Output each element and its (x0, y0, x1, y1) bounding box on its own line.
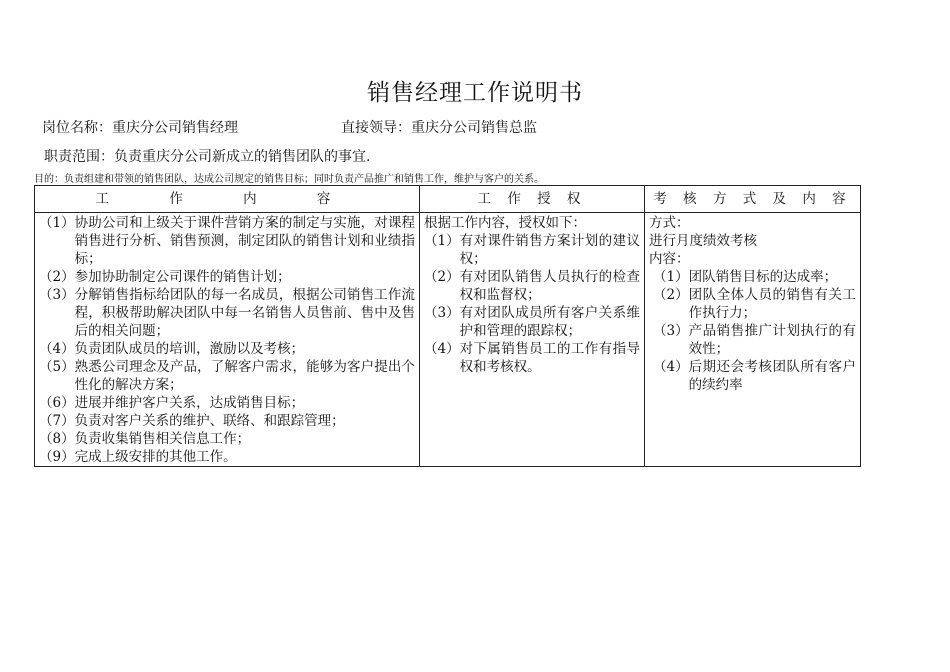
list-item: （8） 负责收集销售相关信息工作； (39, 431, 251, 447)
scope-value: 负责重庆分公司新成立的销售团队的事宜. (114, 149, 371, 165)
list-item: （4） 后期还会考核团队所有客户的续约率 (653, 359, 856, 393)
header-work-content: 工 作 内 容 (35, 186, 420, 213)
document-title: 销售经理工作说明书 (367, 80, 583, 106)
supervisor-label: 直接领导： (341, 120, 411, 136)
assessment-method-label: 方式： (649, 215, 690, 231)
authority-intro: 根据工作内容，授权如下： (424, 215, 586, 231)
assessment-cell (645, 213, 861, 467)
duties-table (34, 185, 861, 467)
supervisor-line (341, 117, 537, 137)
authority-cell (420, 213, 645, 467)
scope-line (44, 146, 370, 166)
list-item: （9） 完成上级安排的其他工作。 (39, 449, 237, 465)
list-item: （3） 产品销售推广计划执行的有效性； (653, 323, 856, 357)
purpose-line: 目的：负责组建和带领的销售团队，达成公司规定的销售目标；同时负责产品推广和销售工作，维护与客户的关系。 (34, 174, 544, 185)
header-assessment: 考 核 方 式 及 内 容 (645, 186, 861, 213)
assessment-method: 进行月度绩效考核 (649, 233, 757, 249)
list-item: （3） 分解销售指标给团队的每一名成员，根据公司销售工作流程，积极帮助解决团队中每一名销售人员售前、售中及售后的相关问题； (39, 287, 415, 339)
table-header-row (35, 186, 861, 213)
list-item: （2） 团队全体人员的销售有关工作执行力； (653, 287, 856, 321)
position-label: 岗位名称： (42, 120, 112, 136)
list-item: （6） 进展并维护客户关系，达成销售目标； (39, 395, 305, 411)
position-value: 重庆分公司销售经理 (112, 120, 238, 136)
list-item: （1） 团队销售目标的达成率； (653, 269, 838, 285)
supervisor-value: 重庆分公司销售总监 (411, 120, 537, 136)
table-body-row (35, 213, 861, 467)
work-content-cell (35, 213, 420, 467)
list-item: （1） 协助公司和上级关于课件营销方案的制定与实施，对课程销售进行分析、销售预测，制定团队的销售计划和业绩指标； (39, 215, 415, 267)
list-item: （1） 有对课件销售方案计划的建议权； (424, 233, 640, 267)
assessment-content-label: 内容： (649, 251, 690, 267)
list-item: （7） 负责对客户关系的维护、联络、和跟踪管理； (39, 413, 345, 429)
position-line (42, 117, 238, 137)
list-item: （4） 对下属销售员工的工作有指导权和考核权。 (424, 341, 640, 375)
scope-label: 职责范围： (44, 149, 114, 165)
list-item: （3） 有对团队成员所有客户关系维护和管理的跟踪权； (424, 305, 640, 339)
header-authority: 工 作 授 权 (420, 186, 645, 213)
list-item: （2） 参加协助制定公司课件的销售计划； (39, 269, 291, 285)
list-item: （5） 熟悉公司理念及产品，了解客户需求，能够为客户提出个性化的解决方案； (39, 359, 415, 393)
list-item: （2） 有对团队销售人员执行的检查权和监督权； (424, 269, 640, 303)
list-item: （4） 负责团队成员的培训，激励以及考核； (39, 341, 305, 357)
